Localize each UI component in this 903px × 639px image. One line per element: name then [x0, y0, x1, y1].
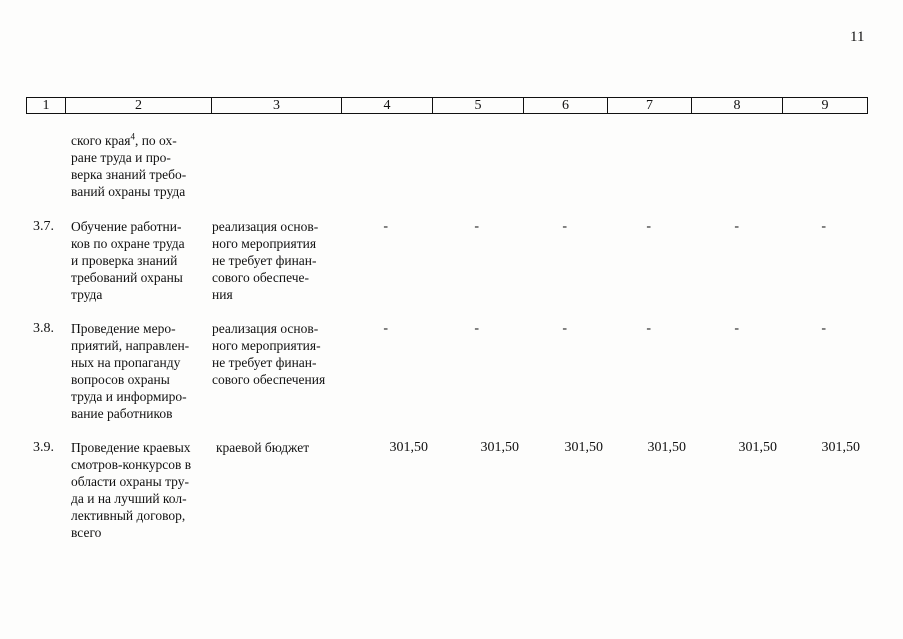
source-line: ного мероприятия- [212, 338, 321, 353]
description-line: ков по охране труда [71, 236, 185, 251]
description-line: Проведение меро- [71, 321, 176, 336]
row-description [71, 320, 207, 422]
description-line: всего [71, 525, 102, 540]
description-line: труда [71, 287, 103, 302]
description-line: ране труда и про- [71, 150, 171, 165]
value-col-8: - [734, 219, 739, 234]
value-col-5: - [474, 321, 479, 336]
column-header-3: 3 [212, 98, 342, 113]
value-col-9: - [821, 321, 826, 336]
description-line: области охраны тру- [71, 474, 189, 489]
continuation-description [71, 132, 207, 200]
source-line: сового обеспече- [212, 270, 310, 285]
row-number: 3.9. [33, 440, 54, 455]
column-header-4: 4 [342, 98, 433, 113]
value-col-5: - [474, 219, 479, 234]
value-col-6: - [562, 321, 567, 336]
value-col-8: 301,50 [738, 440, 777, 455]
footnote-marker: 4 [130, 131, 135, 142]
description-line: Проведение краевых [71, 440, 191, 455]
column-header-8: 8 [692, 98, 783, 113]
value-col-6: 301,50 [564, 440, 603, 455]
column-header-1: 1 [27, 98, 66, 113]
description-line: ского края$^4$, по ох- [71, 131, 177, 148]
value-col-7: 301,50 [647, 440, 686, 455]
column-header-7: 7 [608, 98, 692, 113]
description-line: ваний охраны труда [71, 184, 186, 199]
column-header-6: 6 [524, 98, 608, 113]
value-col-7: - [646, 321, 651, 336]
source-line: реализация основ- [212, 219, 319, 234]
description-line: смотров-конкурсов в [71, 457, 192, 472]
description-line: вание работников [71, 406, 173, 421]
value-col-5: 301,50 [480, 440, 519, 455]
source-line: реализация основ- [212, 321, 319, 336]
value-col-9: 301,50 [821, 440, 860, 455]
source-line: краевой бюджет [216, 440, 310, 455]
source-line: сового обеспечения [212, 372, 326, 387]
value-col-4: - [383, 219, 388, 234]
column-number-header [26, 97, 868, 114]
source-line: не требует финан- [212, 355, 317, 370]
description-line: лективный договор, [71, 508, 186, 523]
description-line: приятий, направлен- [71, 338, 190, 353]
column-header-9: 9 [821, 98, 829, 113]
funding-source [216, 439, 344, 456]
row-description [71, 218, 207, 303]
description-line: верка знаний требо- [71, 167, 187, 182]
column-header-5: 5 [433, 98, 524, 113]
value-col-4: 301,50 [389, 440, 428, 455]
description-line: ных на пропаганду [71, 355, 181, 370]
column-header-2: 2 [66, 98, 212, 113]
description-line: труда и информиро- [71, 389, 187, 404]
value-col-8: - [734, 321, 739, 336]
page-number: 11 [850, 29, 865, 45]
source-line: ного мероприятия [212, 236, 317, 251]
value-col-6: - [562, 219, 567, 234]
value-col-4: - [383, 321, 388, 336]
description-line: вопросов охраны [71, 372, 170, 387]
value-col-9: - [821, 219, 826, 234]
description-line: да и на лучший кол- [71, 491, 187, 506]
source-line: ния [212, 287, 233, 302]
description-line: и проверка знаний [71, 253, 178, 268]
description-line: требований охраны [71, 270, 183, 285]
description-line: Обучение работни- [71, 219, 182, 234]
row-number: 3.8. [33, 321, 54, 336]
row-description [71, 439, 207, 541]
value-col-7: - [646, 219, 651, 234]
source-line: не требует финан- [212, 253, 317, 268]
row-number: 3.7. [33, 219, 54, 234]
